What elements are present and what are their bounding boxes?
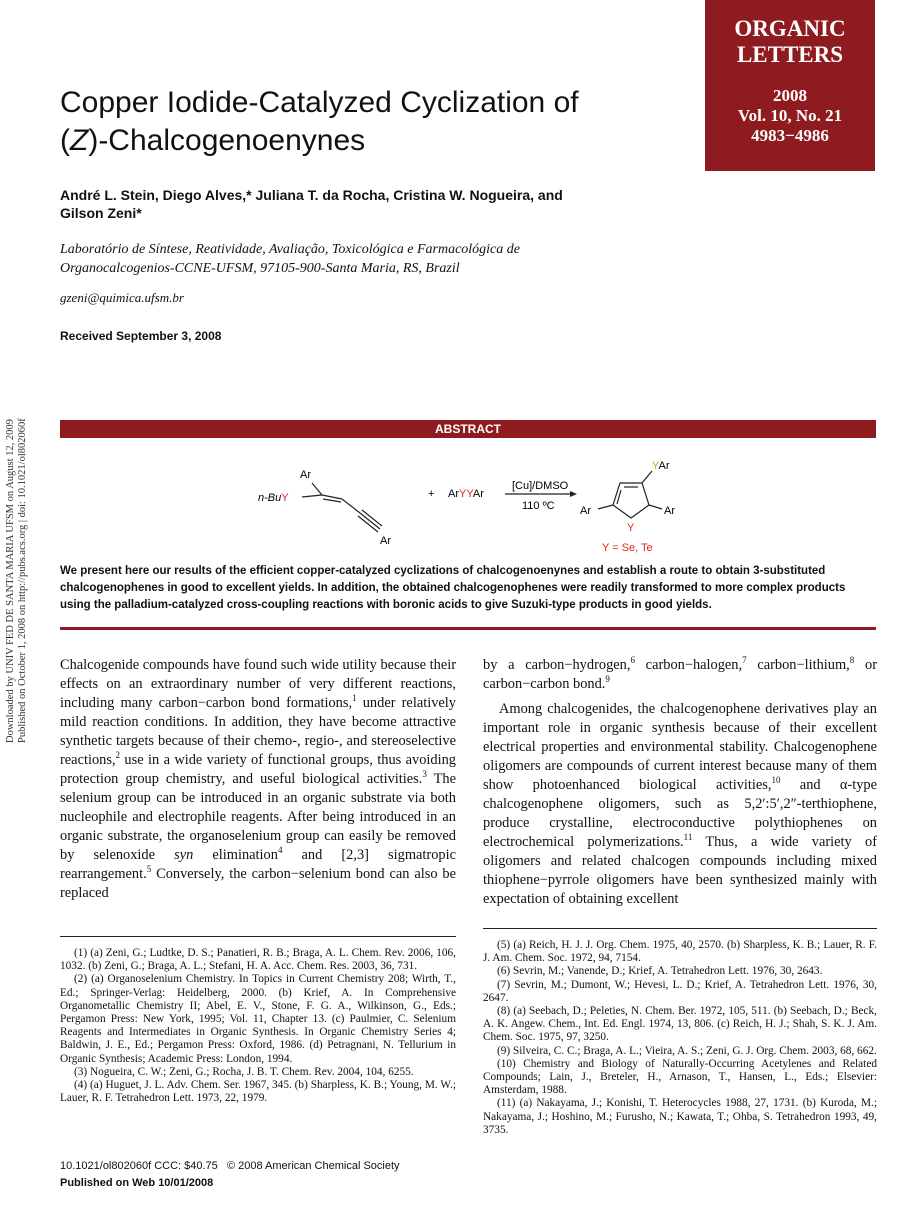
body-column-right [483, 656, 877, 909]
reagent [448, 488, 484, 500]
right-text-1d: or carbon−carbon bond. [483, 657, 877, 692]
authors-line1: André L. Stein, Diego Alves,* Juliana T. da Rocha, Cristina W. Nogueira, and [60, 187, 563, 203]
right-text-2a: Among chalcogenides, the chalcogenophene derivatives play an important role in organic synthesis because of their excellent electrical properties and environmental stability. Chalcogenophene oligomers are compounds of current interest because many of them show photoenhanced biological activities, [483, 701, 877, 793]
left-text-e: elimination [193, 847, 278, 863]
prod-ar-right: Ar [664, 505, 675, 517]
received-date: Received September 3, 2008 [60, 329, 222, 343]
sm-nbu-text: n-Bu [258, 492, 282, 504]
footnote-3: (3) Nogueira, C. W.; Zeni, G.; Rocha, J. B. T. Chem. Rev. 2004, 104, 6255. [74, 1065, 414, 1078]
abstract-text: We present here our results of the efficient copper-catalyzed cyclizations of chalcogenoenynes and establish a route to obtain 3-substituted chalcogenophenes in good to excellent yields. In addition, the obtained chalcogenophenes were readily transformed to more complex products using the palladium-catalyzed cross-coupling reactions with boronic acids to give Suzuki-type products in good yields. [60, 565, 846, 611]
left-paragraph [60, 656, 456, 903]
right-paragraph-2 [483, 700, 877, 909]
article-title [60, 84, 680, 160]
left-text-c: use in a wide variety of functional groups, thus avoiding protection group chemistry, and useful biological activities. [60, 752, 456, 787]
bond-triple-3 [358, 516, 378, 532]
conditions-top: [Cu]/DMSO [512, 480, 569, 492]
footnote-5: (5) (a) Reich, H. J. J. Org. Chem. 1975, 40, 2570. (b) Sharpless, K. B.; Lauer, R. F. J. Am. Chem. Soc. 1972, 94, 7154. [483, 939, 877, 965]
ref-11[interactable]: 11 [683, 832, 693, 843]
footnote-9: (9) Silveira, C. C.; Braga, A. L.; Vieira, A. S.; Zeni, G. J. Org. Chem. 2003, 68, 662. [497, 1044, 877, 1057]
ref-2[interactable]: 2 [115, 750, 121, 761]
product [580, 460, 675, 534]
footnote-rule-left [60, 936, 456, 937]
ref-3[interactable]: 3 [422, 769, 427, 780]
sm-ar-top: Ar [300, 469, 311, 481]
ref-8[interactable]: 8 [849, 655, 855, 666]
title-line1: Copper Iodide-Catalyzed Cyclization of [60, 86, 579, 119]
left-text-g: Conversely, the carbon−selenium bond can also be replaced [60, 866, 456, 901]
sm-nbu [258, 492, 289, 504]
authors [60, 186, 660, 222]
left-text-b: under relatively mild reaction conditions. In addition, they have become attractive synthetic targets because of their chemo-, regio-, and stereoselective reactions, [60, 695, 456, 768]
footnote-1: (1) (a) Zeni, G.; Ludtke, D. S.; Panatieri, R. B.; Braga, A. L. Chem. Rev. 2006, 106, 1032. (b) Zeni, G.; Braga, A. L.; Stefani, H. A. Acc. Chem. Res. 2003, 36, 731. [60, 947, 456, 973]
download-side-note [5, 383, 45, 743]
footnotes-left [60, 947, 456, 1105]
body-column-left [60, 656, 456, 903]
ref-10[interactable]: 10 [771, 775, 781, 786]
right-paragraph-1 [483, 656, 877, 694]
ref-9[interactable]: 9 [605, 674, 610, 685]
side-note-line1: Downloaded by UNIV FED DE SANTA MARIA UFSM on August 12, 2009 [5, 419, 16, 743]
journal-name [705, 16, 875, 68]
prod-yar-ar: Ar [658, 460, 670, 472]
footnote-rule-right [483, 928, 877, 929]
bond-ar-right [649, 505, 662, 509]
published-date: Published on Web 10/01/2008 [60, 1177, 214, 1189]
right-text-1a: by a carbon−hydrogen, [483, 657, 631, 673]
ref-7[interactable]: 7 [742, 655, 747, 666]
authors-line2: Gilson Zeni* [60, 205, 142, 221]
bond-y-c [302, 495, 322, 497]
footnote-4: (4) (a) Huguet, J. L. Adv. Chem. Ser. 1967, 345. (b) Sharpless, K. B.; Young, M. W.; Lauer, R. F. Tetrahedron Lett. 1973, 22, 1979. [60, 1079, 456, 1105]
ref-1[interactable]: 1 [352, 693, 357, 704]
title-line2 [60, 122, 680, 160]
bond-yar [642, 471, 652, 483]
title-z: Z [70, 124, 89, 157]
left-text-syn: syn [174, 847, 194, 863]
reagent-ar1: Ar [448, 488, 459, 500]
bond-ar-c [312, 483, 322, 495]
journal-pages: 4983−4986 [751, 126, 829, 145]
conditions-bottom: 110 ºC [522, 500, 555, 512]
abstract-rule [60, 627, 876, 630]
bond-triple-1 [360, 513, 380, 529]
starting-material [258, 469, 391, 547]
left-text-a: Chalcogenide compounds have found such wide utility because their effects on an extraordinary number of very different reactions, including many carbon−carbon bond formations, [60, 657, 456, 711]
prod-y: Y [627, 522, 635, 534]
journal-name-line1: ORGANIC [734, 16, 846, 41]
bond-single [342, 499, 360, 513]
abstract-heading: ABSTRACT [60, 420, 876, 438]
journal-box [705, 0, 875, 171]
prod-yar [652, 460, 670, 472]
affiliation-line2: Organocalcogenios-CCNE-UFSM, 97105-900-Santa Maria, RS, Brazil [60, 261, 460, 276]
bond-double-2 [323, 499, 341, 502]
bond-triple-2 [362, 510, 382, 526]
reagent-ar2: Ar [472, 488, 484, 500]
bond-double-1 [322, 495, 342, 499]
footnote-2: (2) (a) Organoselenium Chemistry. In Topics in Current Chemistry 208; Wirth, T., Ed.; Springer-Verlag: Heidelberg, 2000. (b) Krief, A. In Comprehensive Organometallic Chemistry II; Abel, E. V., Stone, F. G. A., Wilkinson, G., Eds.; Pergamon Press: New York, 1995; Vol. 11, Chapter 13. (c) Paulmier, C. Selenium Reagents and Intermediates in Organic Synthesis. In Organic Chemistry Series 4; Baldwin, J. E., Ed.; Pergamon Press: Oxford, 1986. (d) Petragnani, N. Tellurium in Organic Synthesis; Academic Press: London, 1994. [60, 973, 456, 1065]
affiliation [60, 240, 680, 278]
reaction-scheme [240, 445, 720, 555]
left-text-d: The selenium group can be introduced in an organic substrate via both nucleophile and electrophile reagents. After being introduced in an organic substrate, the organoselenium group can easily be removed by selenoxide [60, 771, 457, 863]
footnote-6: (6) Sevrin, M.; Vanende, D.; Krief, A. Tetrahedron Lett. 1976, 30, 2643. [497, 965, 823, 978]
title-rest: )-Chalcogenoenynes [88, 124, 366, 157]
scheme-legend: Y = Se, Te [602, 542, 653, 554]
footnote-8: (8) (a) Seebach, D.; Peleties, N. Chem. Ber. 1972, 105, 511. (b) Seebach, D.; Beck, A. K. Angew. Chem., Int. Ed. Engl. 1974, 13, 806. (c) Reich, H. J.; Shah, S. K. J. Am. Chem. Soc. 1975, 97, 3250. [483, 1005, 877, 1044]
plus-sign: + [428, 488, 435, 500]
right-text-2b: and α-type chalcogenophene oligomers, such as 5,2′:5′,2″-terthiophene, produce crystalline, electroconductive polythiophenes on electrochemical polymerizations. [483, 777, 877, 850]
ref-5[interactable]: 5 [146, 864, 152, 875]
ref-6[interactable]: 6 [630, 655, 635, 666]
footnote-11: (11) (a) Nakayama, J.; Konishi, T. Heterocycles 1988, 27, 1731. (b) Kuroda, M.; Nakayama, J.; Hoshino, M.; Furusho, N.; Kawata, T.; Ohba, S. Tetrahedron 1993, 49, 3735. [483, 1097, 877, 1136]
bond-ar-left [598, 505, 613, 509]
footnotes-right [483, 939, 877, 1137]
prod-yar-y: Y [652, 460, 659, 472]
sm-ar-bottom: Ar [380, 535, 391, 547]
author-email[interactable]: gzeni@quimica.ufsm.br [60, 290, 184, 305]
prod-ar-left: Ar [580, 505, 591, 517]
journal-name-line2: LETTERS [736, 42, 844, 67]
title-paren-open: ( [60, 124, 70, 157]
journal-year: 2008 [773, 86, 807, 105]
left-text-f: and [2,3] sigmatropic rearrangement. [60, 847, 456, 882]
right-text-2c: Thus, a wide variety of oligomers and related chalcogen compounds including mixed thiophene−pyrrole oligomers have been synthesized mainly with expectation of obtaining excellent [483, 834, 877, 907]
doi-copyright-line: 10.1021/ol802060f CCC: $40.75 © 2008 American Chemical Society [60, 1160, 400, 1172]
journal-volume: Vol. 10, No. 21 [737, 106, 843, 125]
arrow-head [570, 491, 577, 497]
ref-4[interactable]: 4 [277, 845, 283, 856]
journal-volume-block [705, 86, 875, 146]
right-text-1c: carbon−lithium, [746, 657, 850, 673]
footnote-10: (10) Chemistry and Biology of Naturally-Occurring Acetylenes and Related Compounds; Lain, J., Breteler, H., Arnason, T., Hansen, L., Eds.; Elsevier: Amsterdam, 1988. [483, 1057, 877, 1097]
reagent-yy: YY [459, 488, 473, 500]
footnote-7: (7) Sevrin, M.; Dumont, W.; Hevesi, L. D.; Krief, A. Tetrahedron Lett. 1976, 30, 2647. [483, 978, 877, 1004]
right-text-1b: carbon−halogen, [634, 657, 743, 673]
sm-y1: Y [281, 492, 289, 504]
affiliation-line1: Laboratório de Síntese, Reatividade, Avaliação, Toxicológica e Farmacológica de [60, 242, 520, 257]
side-note-line2: Published on October 1, 2008 on http://pubs.acs.org | doi: 10.1021/ol802060f [17, 418, 28, 743]
